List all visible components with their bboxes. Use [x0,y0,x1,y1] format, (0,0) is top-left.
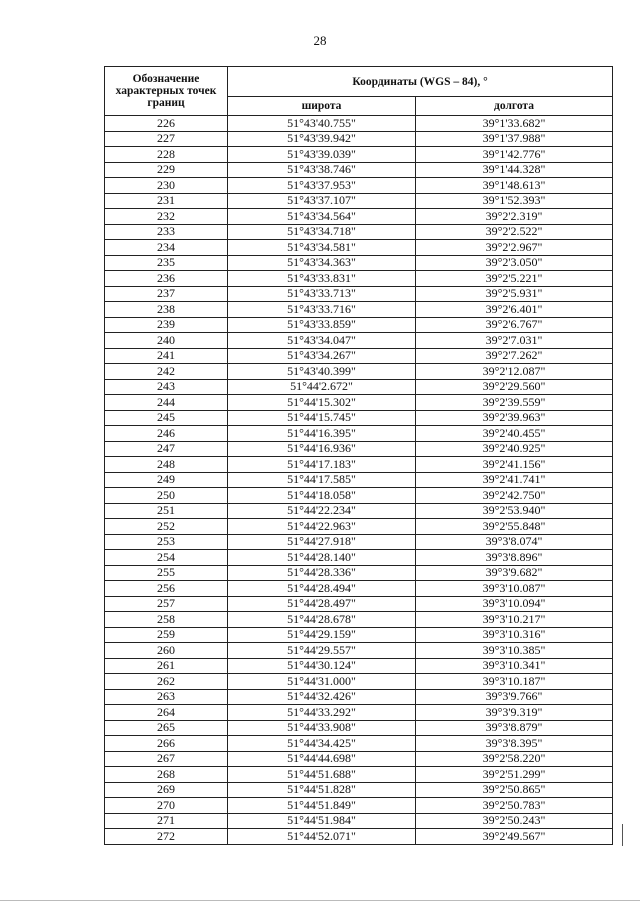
latitude-cell: 51°44'27.918" [228,534,416,550]
latitude-cell: 51°44'2.672" [228,379,416,395]
latitude-cell: 51°44'15.302" [228,395,416,411]
point-number-cell: 226 [105,116,228,132]
latitude-cell: 51°44'51.828" [228,782,416,798]
longitude-cell: 39°2'51.299" [416,767,613,783]
latitude-cell: 51°44'28.336" [228,565,416,581]
point-number-cell: 234 [105,240,228,256]
point-number-cell: 232 [105,209,228,225]
longitude-cell: 39°3'9.682" [416,565,613,581]
table-row [105,596,613,612]
point-number-cell: 231 [105,193,228,209]
longitude-cell: 39°2'5.931" [416,286,613,302]
point-number-cell: 229 [105,162,228,178]
longitude-cell: 39°1'42.776" [416,147,613,163]
header-coordinates: Координаты (WGS – 84), ° [228,67,613,97]
latitude-cell: 51°44'15.745" [228,410,416,426]
point-number-cell: 227 [105,131,228,147]
latitude-cell: 51°43'33.716" [228,302,416,318]
table-row [105,162,613,178]
longitude-cell: 39°3'9.319" [416,705,613,721]
point-number-cell: 264 [105,705,228,721]
table-row [105,426,613,442]
point-number-cell: 237 [105,286,228,302]
latitude-cell: 51°44'32.426" [228,689,416,705]
latitude-cell: 51°44'22.234" [228,503,416,519]
table-row [105,131,613,147]
longitude-cell: 39°1'44.328" [416,162,613,178]
table-row [105,534,613,550]
latitude-cell: 51°44'31.000" [228,674,416,690]
point-number-cell: 269 [105,782,228,798]
longitude-cell: 39°2'55.848" [416,519,613,535]
table-row [105,782,613,798]
point-number-cell: 254 [105,550,228,566]
longitude-cell: 39°3'8.896" [416,550,613,566]
point-number-cell: 258 [105,612,228,628]
latitude-cell: 51°44'16.395" [228,426,416,442]
longitude-cell: 39°2'58.220" [416,751,613,767]
longitude-cell: 39°2'40.925" [416,441,613,457]
longitude-cell: 39°3'8.395" [416,736,613,752]
table-row [105,410,613,426]
longitude-cell: 39°2'53.940" [416,503,613,519]
point-number-cell: 230 [105,178,228,194]
longitude-cell: 39°2'49.567" [416,829,613,845]
table-row [105,751,613,767]
point-number-cell: 252 [105,519,228,535]
table-row [105,503,613,519]
point-number-cell: 253 [105,534,228,550]
point-number-cell: 249 [105,472,228,488]
point-number-cell: 242 [105,364,228,380]
latitude-cell: 51°43'34.718" [228,224,416,240]
table-row [105,674,613,690]
longitude-cell: 39°2'6.401" [416,302,613,318]
table-row [105,488,613,504]
point-number-cell: 246 [105,426,228,442]
table-row [105,441,613,457]
longitude-cell: 39°2'5.221" [416,271,613,287]
table-row [105,705,613,721]
longitude-cell: 39°3'10.094" [416,596,613,612]
latitude-cell: 51°44'29.557" [228,643,416,659]
table-body [105,116,613,845]
table-row [105,333,613,349]
scan-edge-mark [622,824,623,846]
table-row [105,689,613,705]
latitude-cell: 51°44'51.849" [228,798,416,814]
latitude-cell: 51°44'30.124" [228,658,416,674]
table-row [105,829,613,845]
longitude-cell: 39°3'10.341" [416,658,613,674]
point-number-cell: 243 [105,379,228,395]
point-number-cell: 250 [105,488,228,504]
latitude-cell: 51°44'44.698" [228,751,416,767]
table-row [105,147,613,163]
longitude-cell: 39°3'10.385" [416,643,613,659]
longitude-cell: 39°2'7.031" [416,333,613,349]
point-number-cell: 247 [105,441,228,457]
table-row [105,193,613,209]
longitude-cell: 39°2'39.963" [416,410,613,426]
table-row [105,271,613,287]
longitude-cell: 39°2'40.455" [416,426,613,442]
longitude-cell: 39°2'3.050" [416,255,613,271]
table-row [105,472,613,488]
point-number-cell: 261 [105,658,228,674]
point-number-cell: 266 [105,736,228,752]
point-number-cell: 255 [105,565,228,581]
latitude-cell: 51°44'29.159" [228,627,416,643]
longitude-cell: 39°2'39.559" [416,395,613,411]
longitude-cell: 39°2'6.767" [416,317,613,333]
latitude-cell: 51°44'52.071" [228,829,416,845]
longitude-cell: 39°2'50.783" [416,798,613,814]
table-row [105,457,613,473]
table-row [105,736,613,752]
longitude-cell: 39°2'41.156" [416,457,613,473]
point-number-cell: 248 [105,457,228,473]
coordinates-table [104,66,613,845]
latitude-cell: 51°43'40.755" [228,116,416,132]
latitude-cell: 51°43'39.942" [228,131,416,147]
table-row [105,581,613,597]
table-row [105,116,613,132]
latitude-cell: 51°44'28.140" [228,550,416,566]
longitude-cell: 39°3'8.074" [416,534,613,550]
latitude-cell: 51°43'34.564" [228,209,416,225]
table-row [105,286,613,302]
point-number-cell: 268 [105,767,228,783]
latitude-cell: 51°44'18.058" [228,488,416,504]
latitude-cell: 51°43'33.831" [228,271,416,287]
table-row [105,612,613,628]
latitude-cell: 51°43'34.581" [228,240,416,256]
table-row [105,302,613,318]
page-bottom-edge [0,900,640,901]
table-row [105,798,613,814]
latitude-cell: 51°43'34.047" [228,333,416,349]
table-row [105,395,613,411]
point-number-cell: 260 [105,643,228,659]
table-row [105,209,613,225]
point-number-cell: 267 [105,751,228,767]
longitude-cell: 39°2'41.741" [416,472,613,488]
table-row [105,240,613,256]
longitude-cell: 39°2'2.522" [416,224,613,240]
table-row [105,767,613,783]
point-number-cell: 236 [105,271,228,287]
table-row [105,519,613,535]
longitude-cell: 39°2'2.967" [416,240,613,256]
longitude-cell: 39°2'12.087" [416,364,613,380]
latitude-cell: 51°43'37.107" [228,193,416,209]
point-number-cell: 235 [105,255,228,271]
latitude-cell: 51°44'33.908" [228,720,416,736]
table-row [105,348,613,364]
point-number-cell: 259 [105,627,228,643]
latitude-cell: 51°43'34.267" [228,348,416,364]
header-designation: Обозначение характерных точек границ [105,67,228,116]
longitude-cell: 39°3'10.187" [416,674,613,690]
point-number-cell: 265 [105,720,228,736]
longitude-cell: 39°1'52.393" [416,193,613,209]
longitude-cell: 39°1'37.988" [416,131,613,147]
point-number-cell: 272 [105,829,228,845]
latitude-cell: 51°44'34.425" [228,736,416,752]
point-number-cell: 238 [105,302,228,318]
latitude-cell: 51°43'37.953" [228,178,416,194]
point-number-cell: 240 [105,333,228,349]
latitude-cell: 51°44'28.678" [228,612,416,628]
longitude-cell: 39°1'33.682" [416,116,613,132]
table-row [105,643,613,659]
table-row [105,255,613,271]
table-row [105,627,613,643]
latitude-cell: 51°43'38.746" [228,162,416,178]
table-row [105,720,613,736]
table-row [105,565,613,581]
table-row [105,550,613,566]
point-number-cell: 244 [105,395,228,411]
latitude-cell: 51°44'28.494" [228,581,416,597]
longitude-cell: 39°2'50.243" [416,813,613,829]
longitude-cell: 39°2'7.262" [416,348,613,364]
longitude-cell: 39°3'8.879" [416,720,613,736]
latitude-cell: 51°44'28.497" [228,596,416,612]
point-number-cell: 251 [105,503,228,519]
page-number: 28 [313,33,327,48]
table-row [105,317,613,333]
latitude-cell: 51°44'17.585" [228,472,416,488]
table-row [105,178,613,194]
latitude-cell: 51°43'39.039" [228,147,416,163]
point-number-cell: 239 [105,317,228,333]
longitude-cell: 39°2'50.865" [416,782,613,798]
longitude-cell: 39°2'42.750" [416,488,613,504]
table-row [105,224,613,240]
table-header [105,67,613,116]
latitude-cell: 51°44'51.984" [228,813,416,829]
point-number-cell: 270 [105,798,228,814]
header-latitude: широта [228,97,416,116]
latitude-cell: 51°44'33.292" [228,705,416,721]
point-number-cell: 263 [105,689,228,705]
latitude-cell: 51°43'33.859" [228,317,416,333]
point-number-cell: 271 [105,813,228,829]
point-number-cell: 245 [105,410,228,426]
longitude-cell: 39°2'29.560" [416,379,613,395]
latitude-cell: 51°43'34.363" [228,255,416,271]
longitude-cell: 39°3'10.217" [416,612,613,628]
longitude-cell: 39°1'48.613" [416,178,613,194]
table-row [105,379,613,395]
point-number-cell: 241 [105,348,228,364]
longitude-cell: 39°2'2.319" [416,209,613,225]
point-number-cell: 233 [105,224,228,240]
latitude-cell: 51°44'51.688" [228,767,416,783]
table-row [105,813,613,829]
point-number-cell: 256 [105,581,228,597]
header-longitude: долгота [416,97,613,116]
longitude-cell: 39°3'10.087" [416,581,613,597]
latitude-cell: 51°43'40.399" [228,364,416,380]
latitude-cell: 51°44'17.183" [228,457,416,473]
longitude-cell: 39°3'10.316" [416,627,613,643]
table-row [105,364,613,380]
longitude-cell: 39°3'9.766" [416,689,613,705]
point-number-cell: 257 [105,596,228,612]
table-row [105,658,613,674]
latitude-cell: 51°44'22.963" [228,519,416,535]
point-number-cell: 228 [105,147,228,163]
point-number-cell: 262 [105,674,228,690]
latitude-cell: 51°43'33.713" [228,286,416,302]
latitude-cell: 51°44'16.936" [228,441,416,457]
